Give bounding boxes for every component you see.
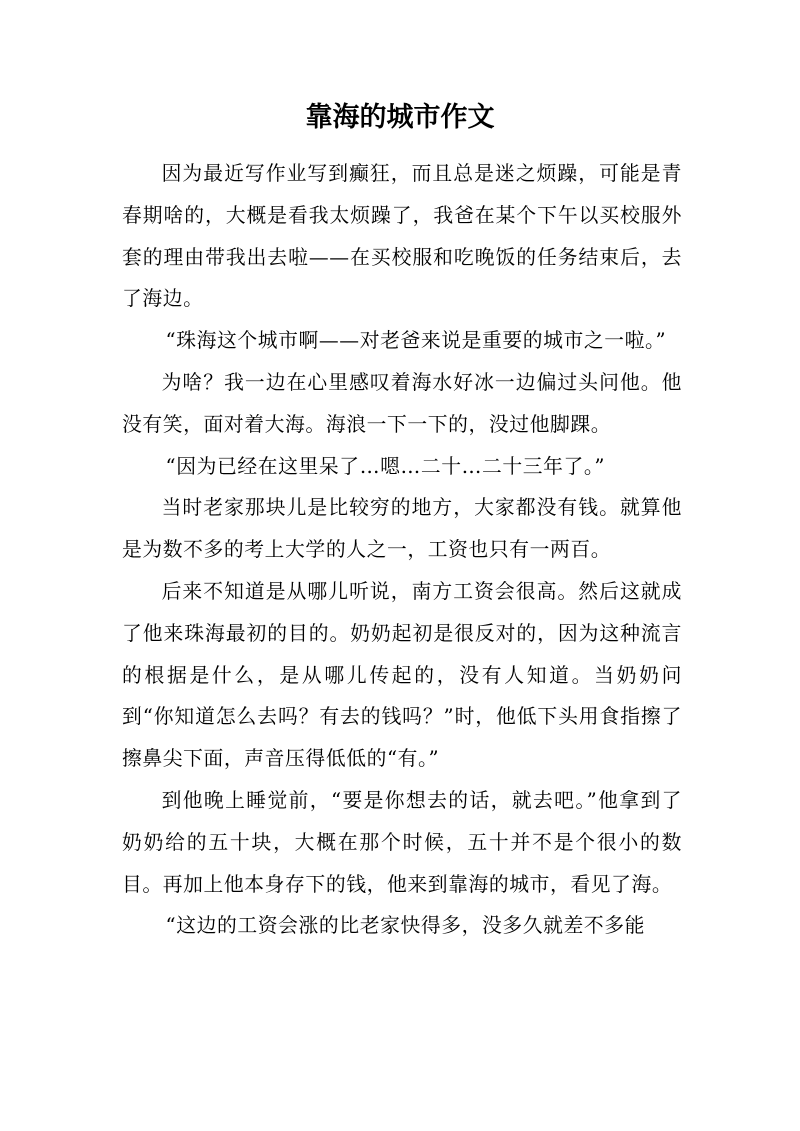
paragraph: 后来不知道是从哪儿听说，南方工资会很高。然后这就成了他来珠海最初的目的。奶奶起初是很反对的，因为这种流言的根据是什么，是从哪儿传起的，没有人知道。当奶奶问到“你知道怎么去吗？有去的钱吗？”时，他低下头用食指擦了擦鼻尖下面，声音压得低低的“有。” xyxy=(122,579,682,771)
paragraph: 为啥？我一边在心里感叹着海水好冰一边偏过头问他。他没有笑，面对着大海。海浪一下一下的，没过他脚踝。 xyxy=(122,370,682,436)
paragraph: “珠海这个城市啊——对老爸来说是重要的城市之一啦。” xyxy=(165,329,667,353)
document-title: 靠海的城市作文 xyxy=(305,102,495,133)
paragraph: “因为已经在这里呆了…嗯…二十…二十三年了。” xyxy=(165,454,606,478)
paragraph: 当时老家那块儿是比较穷的地方，大家都没有钱。就算他是为数不多的考上大学的人之一，工资也只有一两百。 xyxy=(122,496,682,562)
paragraph: 到他晚上睡觉前，“要是你想去的话，就去吧。”他拿到了奶奶给的五十块，大概在那个时候，五十并不是个很小的数目。再加上他本身存下的钱，他来到靠海的城市，看见了海。 xyxy=(122,788,682,896)
paragraph: “这边的工资会涨的比老家快得多，没多久就差不多能 xyxy=(165,914,646,938)
document-body xyxy=(122,153,682,947)
paragraph: 因为最近写作业写到癫狂，而且总是迷之烦躁，可能是青春期啥的，大概是看我太烦躁了，我爸在某个下午以买校服外套的理由带我出去啦——在买校服和吃晚饭的任务结束后，去了海边。 xyxy=(122,162,682,311)
